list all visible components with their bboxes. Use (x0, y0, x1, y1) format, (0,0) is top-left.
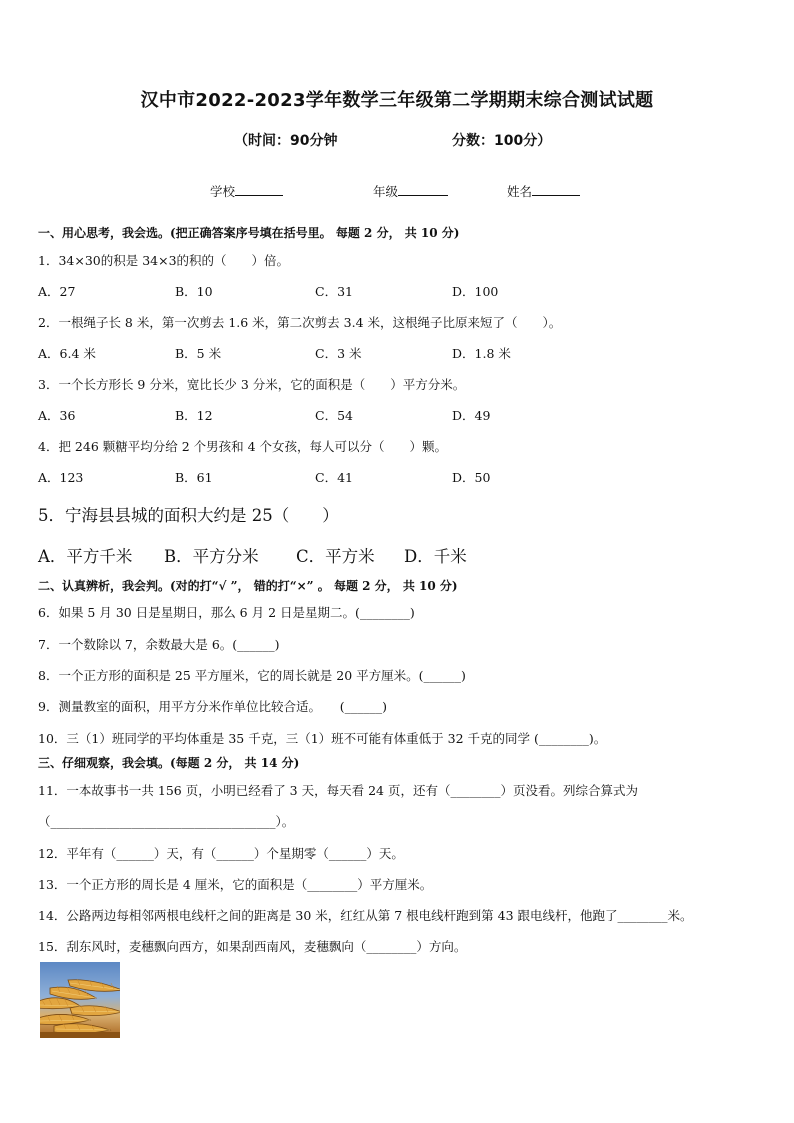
question-1-options (38, 282, 758, 300)
school-label: 学校 (210, 184, 236, 199)
option-b[interactable]: B．61 (175, 470, 213, 485)
option-b[interactable]: B．12 (175, 408, 213, 423)
option-d[interactable]: D．50 (452, 470, 491, 485)
question-12: 12．平年有（______）天，有（______）个星期零（______）天。 (38, 846, 404, 861)
question-11: 11．一本故事书一共 156 页，小明已经看了 3 天，每天看 24 页，还有（________）页没看。列综合算式为 (38, 783, 638, 798)
question-1: 1．34×30的积是 34×3的积的（ ）倍。 (38, 253, 290, 268)
option-b[interactable]: B．10 (175, 284, 213, 299)
question-7: 7．一个数除以 7，余数最大是 6。(______) (38, 637, 280, 652)
question-5: 5．宁海县县城的面积大约是 25（ ） (38, 506, 339, 525)
option-d[interactable]: D．49 (452, 408, 491, 423)
option-c[interactable]: C．54 (315, 408, 353, 423)
question-4-options (38, 468, 758, 486)
question-4: 4．把 246 颗糖平均分给 2 个男孩和 4 个女孩，每人可以分（ ）颗。 (38, 439, 448, 454)
section-1-heading: 一、用心思考，我会选。(把正确答案序号填在括号里。 每题 2 分， 共 10 分) (38, 226, 460, 240)
option-a[interactable]: A．6.4 米 (38, 346, 96, 361)
question-6: 6．如果 5 月 30 日是星期日，那么 6 月 2 日是星期二。(________) (38, 605, 415, 620)
question-2: 2．一根绳子长 8 米，第一次剪去 1.6 米，第二次剪去 3.4 米，这根绳子比原来短了（ ）。 (38, 315, 562, 330)
question-15: 15．刮东风时，麦穗飘向西方，如果刮西南风，麦穗飘向（________）方向。 (38, 939, 467, 954)
section-2-heading: 二、认真辨析，我会判。(对的打“√ ”， 错的打“×” 。 每题 2 分， 共 10 分) (38, 579, 458, 593)
question-3: 3．一个长方形长 9 分米，宽比长少 3 分米，它的面积是（ ）平方分米。 (38, 377, 466, 392)
question-9: 9．测量教室的面积，用平方分米作单位比较合适。 (______) (38, 699, 387, 714)
question-10: 10．三（1）班同学的平均体重是 35 千克，三（1）班不可能有体重低于 32 千克的同学 (________)。 (38, 731, 607, 746)
question-2-options (38, 344, 758, 362)
wheat-image (40, 962, 120, 1038)
page-title: 汉中市2022-2023学年数学三年级第二学期期末综合测试试题 (140, 90, 654, 111)
grade-label: 年级 (373, 184, 399, 199)
name-label: 姓名 (507, 184, 533, 199)
name-field (507, 182, 580, 200)
option-d[interactable]: D．千米 (404, 547, 467, 566)
school-field (210, 182, 283, 200)
name-blank[interactable] (532, 184, 580, 196)
option-c[interactable]: C．平方米 (296, 547, 375, 566)
option-a[interactable]: A．27 (38, 284, 76, 299)
question-14: 14．公路两边每相邻两根电线杆之间的距离是 30 米，红红从第 7 根电线杆跑到第 43 跟电线杆，他跑了________米。 (38, 908, 693, 923)
option-a[interactable]: A．123 (38, 470, 84, 485)
option-b[interactable]: B．5 米 (175, 346, 222, 361)
section-3-heading: 三、仔细观察，我会填。(每题 2 分， 共 14 分) (38, 756, 300, 770)
option-d[interactable]: D．100 (452, 284, 499, 299)
school-blank[interactable] (235, 184, 283, 196)
exam-score: 分数：100分） (452, 133, 552, 149)
question-3-options (38, 406, 758, 424)
option-a[interactable]: A．平方千米 (38, 547, 133, 566)
option-d[interactable]: D．1.8 米 (452, 346, 511, 361)
option-c[interactable]: C．41 (315, 470, 353, 485)
option-a[interactable]: A．36 (38, 408, 76, 423)
question-8: 8．一个正方形的面积是 25 平方厘米，它的周长就是 20 平方厘米。(______) (38, 668, 466, 683)
option-b[interactable]: B．平方分米 (164, 547, 259, 566)
exam-time: （时间：90分钟 (234, 133, 338, 149)
grade-field (373, 182, 448, 200)
question-11-formula: （____________________________________）。 (38, 814, 295, 829)
question-5-options (38, 543, 758, 565)
option-c[interactable]: C．3 米 (315, 346, 362, 361)
question-13: 13．一个正方形的周长是 4 厘米，它的面积是（________）平方厘米。 (38, 877, 433, 892)
grade-blank[interactable] (398, 184, 448, 196)
option-c[interactable]: C．31 (315, 284, 353, 299)
